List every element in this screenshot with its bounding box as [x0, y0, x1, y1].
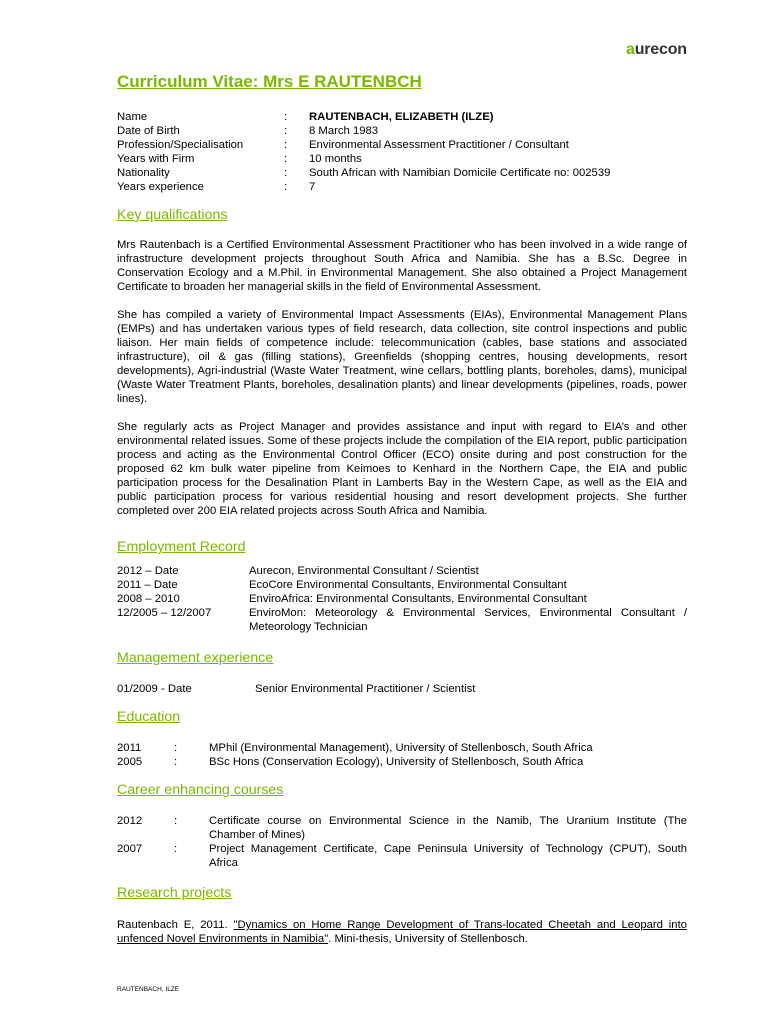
- qualifications-paragraph: She has compiled a variety of Environmental Impact Assessments (EIAs), Environmental Management Plans (EMPs) and has undertaken various types of field research, data collection, site control inspections and public liaison. Her main fields of competence include: telecommunication (cables, base stations and associated infrastructure), oil & gas (filling stations), Greenfields (shopping centres, housing developments, resort developments), Agri-industrial (Waste Water Treatment, wine cellars, bottling plants, boreholes, dams), municipal (Waste Water Treatment Plants, boreholes, desalination plants) and linear developments (pipelines, roads, power lines).: [117, 309, 687, 405]
- qualifications-paragraph: Mrs Rautenbach is a Certified Environmental Assessment Practitioner who has been involved in a wide range of infrastructure development projects throughout South Africa and Namibia. She has a B.Sc. Degree in Conservation Ecology and a M.Phil. in Environmental Management. She also obtained a Project Management Certificate to broaden her managerial skills in the field of Environmental Assessment.: [117, 239, 687, 293]
- course-year: 2012: [117, 815, 143, 827]
- detail-colon: :: [284, 111, 288, 123]
- employment-list: [117, 564, 687, 634]
- education-text: MPhil (Environmental Management), University of Stellenbosch, South Africa: [209, 742, 593, 754]
- page-footer: RAUTENBACH, ILZE: [117, 986, 180, 993]
- employment-record-heading: Employment Record: [117, 539, 246, 555]
- employment-row: [117, 592, 687, 606]
- education-year: 2011: [117, 742, 142, 754]
- page-title: Curriculum Vitae: Mrs E RAUTENBCH: [117, 72, 422, 91]
- logo-text: urecon: [634, 41, 687, 58]
- course-text: Project Management Certificate, Cape Peninsula University of Technology (CPUT), South Africa: [209, 843, 687, 869]
- education-colon: :: [174, 756, 178, 768]
- detail-label: Name: [117, 111, 148, 123]
- detail-colon: :: [284, 153, 288, 165]
- personal-details: [117, 110, 687, 194]
- courses-list: [117, 814, 687, 870]
- course-colon: :: [174, 815, 178, 827]
- detail-row: [117, 138, 687, 152]
- detail-label: Profession/Specialisation: [117, 139, 244, 151]
- detail-row: [117, 180, 687, 194]
- detail-label: Date of Birth: [117, 125, 180, 137]
- qualifications-paragraph: She regularly acts as Project Manager and provides assistance and input with regard to EIA’s and other environmental related issues. Some of these projects include the compilation of the EIA report, public participation process and acting as the Environmental Control Officer (ECO) onsite during and post construction for the proposed 62 km bulk water pipeline from Keimoes to Kenhard in the Northern Cape, the EIA and public participation process for the Desalination Plant in Lamberts Bay in the Western Cape, as well as the EIA and public participation process for various residential housing and resort development projects. She further completed over 200 EIA related projects across South Africa and Namibia.: [117, 421, 687, 517]
- logo-mark: a: [626, 41, 635, 58]
- management-experience-heading: Management experience: [117, 650, 274, 666]
- detail-value: RAUTENBACH, ELIZABETH (ILZE): [309, 111, 494, 123]
- research-entry: [117, 918, 687, 946]
- employment-text: EcoCore Environmental Consultants, Environmental Consultant: [249, 579, 567, 591]
- course-row: [117, 842, 687, 870]
- employment-date: 2012 – Date: [117, 565, 179, 577]
- detail-row: [117, 110, 687, 124]
- course-year: 2007: [117, 843, 143, 855]
- detail-colon: :: [284, 181, 288, 193]
- employment-row: [117, 564, 687, 578]
- research-title-link[interactable]: "Dynamics on Home Range Development of Trans-located Cheetah and Leopard into unfenced Novel Environments in Namibia": [117, 919, 688, 945]
- research-author: Rautenbach E, 2011.: [117, 919, 234, 931]
- key-qualifications-heading: Key qualifications: [117, 207, 228, 223]
- employment-row: [117, 606, 687, 634]
- employment-text: EnviroAfrica: Environmental Consultants, Environmental Consultant: [249, 593, 587, 605]
- management-row: [117, 682, 687, 696]
- education-heading: Education: [117, 709, 181, 725]
- detail-label: Nationality: [117, 167, 170, 179]
- detail-value: 8 March 1983: [309, 125, 379, 137]
- detail-colon: :: [284, 125, 288, 137]
- detail-colon: :: [284, 167, 288, 179]
- research-suffix: . Mini-thesis, University of Stellenbosch.: [328, 933, 528, 945]
- education-year: 2005: [117, 756, 143, 768]
- detail-value: 10 months: [309, 153, 362, 165]
- detail-value: 7: [309, 181, 316, 193]
- education-colon: :: [174, 742, 178, 754]
- education-text: BSc Hons (Conservation Ecology), University of Stellenbosch, South Africa: [209, 756, 584, 768]
- management-date: 01/2009 - Date: [117, 683, 192, 695]
- aurecon-logo: [626, 41, 687, 59]
- detail-value: Environmental Assessment Practitioner / Consultant: [309, 139, 569, 151]
- education-row: [117, 741, 687, 755]
- detail-label: Years experience: [117, 181, 204, 193]
- employment-text: EnviroMon: Meteorology & Environmental Services, Environmental Consultant / Meteorology Technician: [249, 607, 687, 633]
- employment-date: 2011 – Date: [117, 579, 178, 591]
- employment-row: [117, 578, 687, 592]
- employment-date: 2008 – 2010: [117, 593, 180, 605]
- management-text: Senior Environmental Practitioner / Scientist: [255, 683, 476, 695]
- employment-date: 12/2005 – 12/2007: [117, 607, 212, 619]
- education-row: [117, 755, 687, 769]
- detail-row: [117, 166, 687, 180]
- detail-value: South African with Namibian Domicile Certificate no: 002539: [309, 167, 611, 179]
- education-list: [117, 741, 687, 769]
- course-colon: :: [174, 843, 178, 855]
- course-text: Certificate course on Environmental Science in the Namib, The Uranium Institute (The Chamber of Mines): [209, 815, 687, 841]
- detail-label: Years with Firm: [117, 153, 195, 165]
- research-projects-heading: Research projects: [117, 885, 232, 901]
- course-row: [117, 814, 687, 842]
- detail-row: [117, 152, 687, 166]
- career-courses-heading: Career enhancing courses: [117, 782, 284, 798]
- employment-text: Aurecon, Environmental Consultant / Scientist: [249, 565, 479, 577]
- detail-row: [117, 124, 687, 138]
- detail-colon: :: [284, 139, 288, 151]
